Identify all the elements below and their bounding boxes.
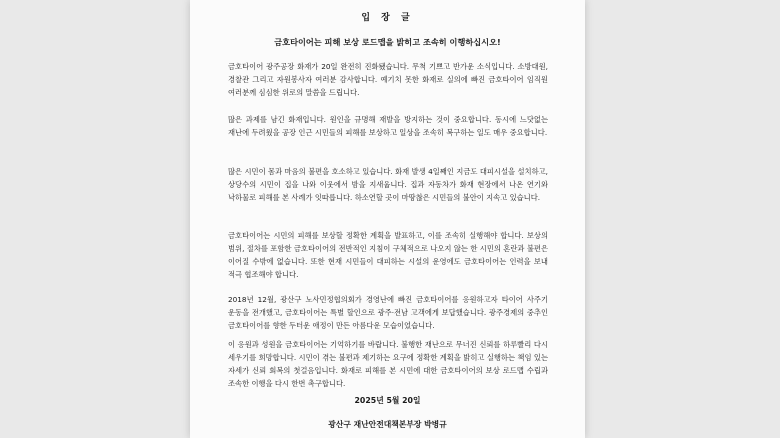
paragraph-3: 많은 시민이 몸과 마음의 불편을 호소하고 있습니다. 화재 발생 4일째인 지금도 대피시설을 설치하고, 상당수의 시민이 집을 나와 이웃에서 밤을 지새웁니다. 집과 자동차가 화재 현장에서 나온 연기와 낙하물로 피해를 본 사례가 잇따릅니다. 하소연할 곳이 마땅찮은 시민들의 불안이 지속고 있습니다. [228,167,548,202]
document-headline: 금호타이어는 피해 보상 로드맵을 밝히고 조속히 이행하십시오! [274,37,501,47]
document-header: 입 장 글 [361,13,414,23]
paragraph-1: 금호타이어 광주공장 화재가 20일 완전히 진화됐습니다. 무척 기쁘고 반가운 소식입니다. 소방대원, 경찰관 그리고 자원봉사자 여러분 감사합니다. 예기치 못한 화재로 실의에 빠진 금호타이어 임직원 여러분께 심심한 위로의 말씀을 드립니다. [228,62,548,97]
paragraph-5: 2018년 12월, 광산구 노사민정협의회가 경영난에 빠진 금호타이어를 응원하고자 타이어 사주기 운동을 전개했고, 금호타이어는 특별 할인으로 광주·전남 고객에게 보답했습니다. 광주경제의 중추인 금호타이어를 향한 두터운 애정이 만든 아름다운 모습이었습니다. [228,295,548,330]
paragraph-6: 이 응원과 성원을 금호타이어는 기억하기를 바랍니다. 불행한 재난으로 무너진 신뢰를 하루빨리 다시 세우기를 희망합니다. 시민이 겪는 불편과 제기하는 요구에 정확한 계획을 밝히고 실행하는 책임 있는 자세가 신뢰 회복의 첫걸음입니다. 화재로 피해를 본 시민에 대한 금호타이어의 보상 로드맵 수립과 조속한 이행을 다시 한번 촉구합니다. [228,340,548,388]
paragraph-2: 많은 과제를 남긴 화재입니다. 원인을 규명해 재발을 방지하는 것이 중요합니다. 동시에 느닷없는 재난에 두려웠을 공장 인근 시민들의 피해를 보상하고 일상을 조속히 복구하는 일도 매우 중요합니다. [228,115,548,137]
document-date: 2025년 5월 20일 [354,396,421,405]
document-signature: 광산구 재난안전대책본부장 박병규 [328,420,447,429]
document-page [190,0,585,438]
paragraph-4: 금호타이어는 시민의 피해를 보상할 정확한 계획을 발표하고, 이를 조속히 실행해야 합니다. 보상의 범위, 절차를 포함한 금호타이어의 전반적인 지침이 구체적으로 나오지 않는 한 시민의 혼란과 불편은 이어질 수밖에 없습니다. 또한 현재 시민들이 대피하는 시설의 운영에도 금호타이어는 인력을 보내 적극 협조해야 합니다. [228,231,548,279]
